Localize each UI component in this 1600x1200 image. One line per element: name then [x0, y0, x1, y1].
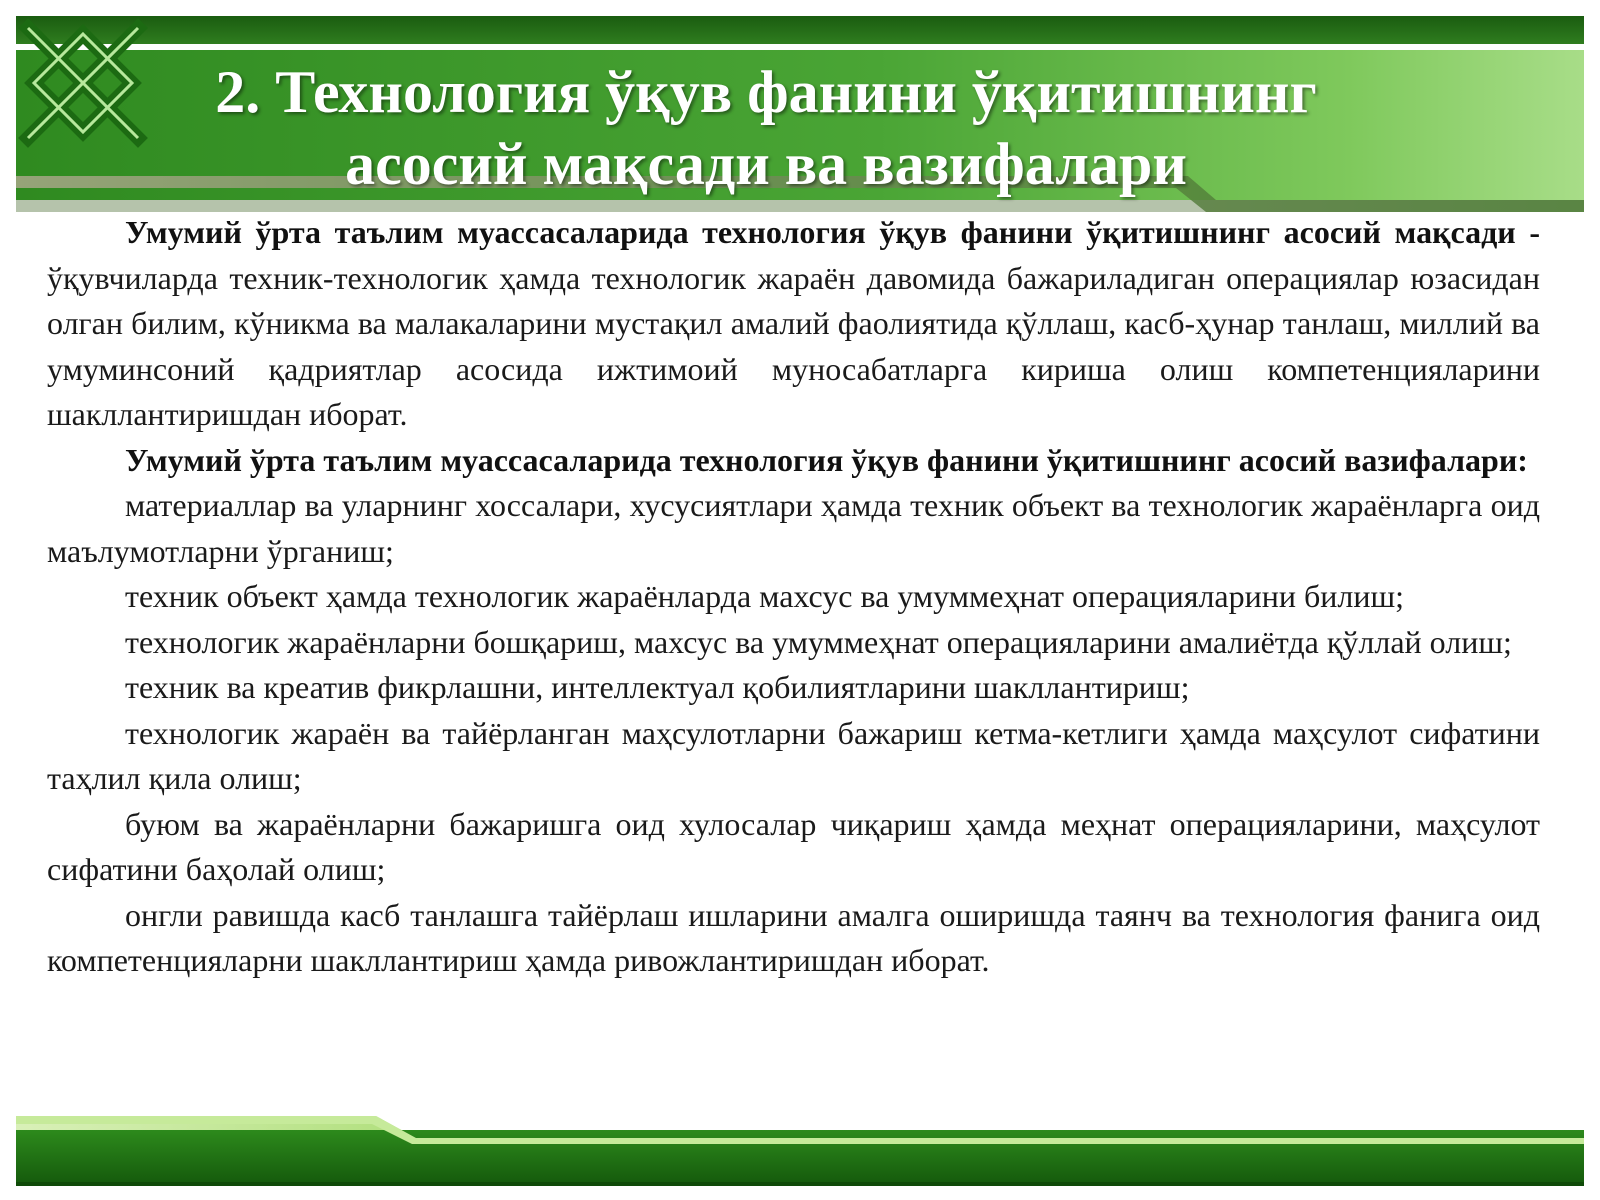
goal-lead: Умумий ўрта таълим муассасаларида технология ўқув фанини ўқитишнинг асосий мақсади - — [125, 214, 1540, 250]
task-item: технологик жараёнларни бошқариш, махсус ва умуммеҳнат операцияларини амалиётда қўллай олиш; — [125, 623, 1512, 660]
task-item: технологик жараён ва тайёрланган маҳсулотларни бажариш кетма-кетлиги ҳамда маҳсулот сифатини таҳлил қила олиш; — [47, 714, 1540, 796]
goal-text: ўқувчиларда техник-технологик ҳамда технологик жараён давомида бажариладиган операциялар юзасидан олган билим, кўникма ва малакаларини мустақил амалий фаолиятида қўллаш, касб-ҳунар танлаш, миллий ва умуминсоний қадриятлар асосида ижтимоий муносабатларга кириша олиш компетенцияларини шакллантиришдан иборат. — [47, 259, 1540, 432]
tasks-heading-paragraph — [47, 438, 1540, 484]
title-line-1: 2. Технология ўқув фанини ўқитишнинг — [215, 59, 1317, 125]
goal-paragraph — [47, 210, 1540, 438]
task-item: материаллар ва уларнинг хоссалари, хусусиятлари ҳамда техник объект ва технологик жараёнларга оид маълумотларни ўрганиш; — [47, 487, 1540, 569]
footer-background — [16, 1116, 1584, 1188]
page-title — [116, 56, 1416, 200]
task-item: онгли равишда касб танлашга тайёрлаш ишларини амалга оширишда таянч ва технология фанига оид компетенцияларни шакллантириш ҳамда ривожлантиришдан иборат. — [47, 896, 1540, 978]
task-item: техник ва креатив фикрлашни, интеллектуал қобилиятларини шакллантириш; — [125, 669, 1190, 705]
content-body — [47, 210, 1540, 984]
tasks-heading: Умумий ўрта таълим муассасаларида технология ўқув фанини ўқитишнинг асосий вазифалари: — [125, 441, 1528, 478]
header-band — [16, 16, 1584, 218]
task-item: буюм ва жараёнларни бажаришга оид хулосалар чиқариш ҳамда меҳнат операцияларини, маҳсулот сифатини баҳолай олиш; — [47, 805, 1540, 887]
task-item: техник объект ҳамда технологик жараёнларда махсус ва умуммеҳнат операцияларини билиш; — [125, 578, 1405, 614]
footer-band — [16, 1116, 1584, 1188]
title-line-2: асосий мақсади ва вазифалари — [345, 131, 1187, 197]
